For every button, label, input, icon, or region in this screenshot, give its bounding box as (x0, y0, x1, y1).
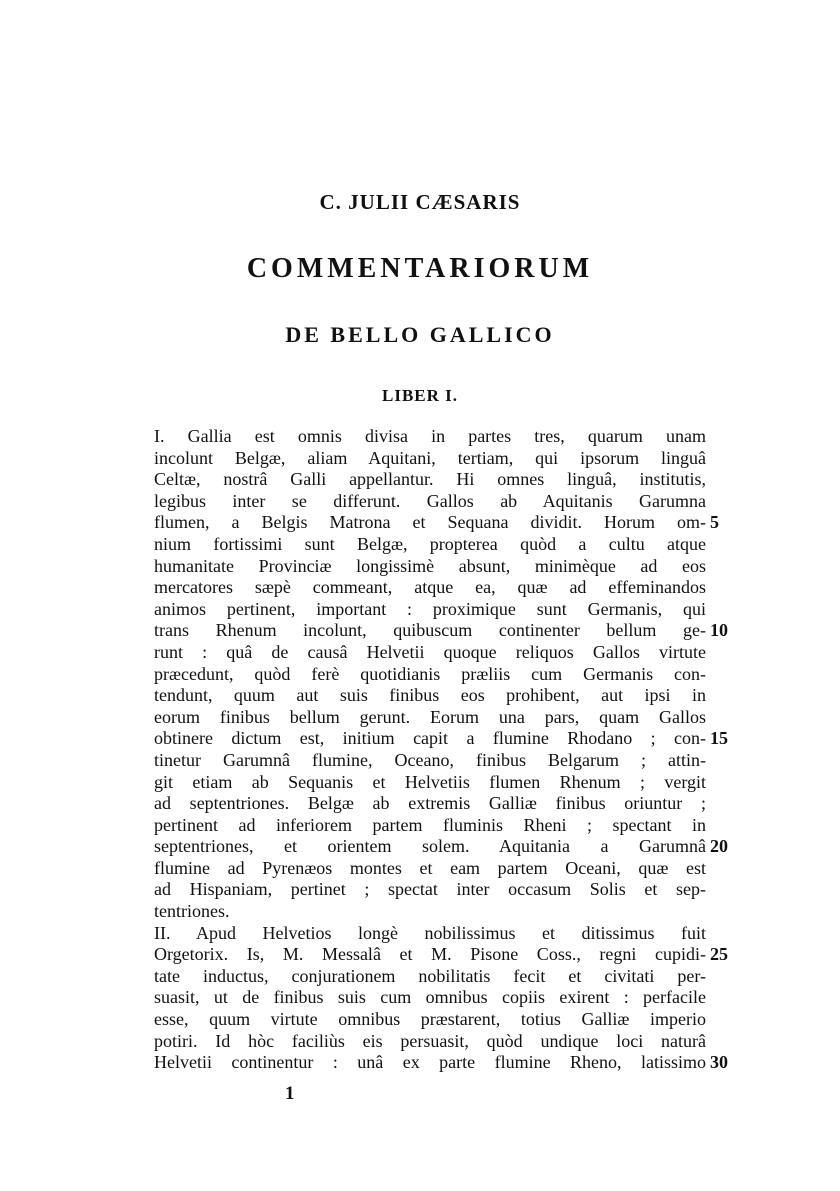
line-number: 5 (710, 512, 719, 533)
text-line: humanitate Provinciæ longissimè absunt, minimèque ad eos (154, 555, 706, 576)
text-line: tinetur Garumnâ flumine, Oceano, finibus Belgarum ; attin- (154, 749, 706, 770)
text-line: trans Rhenum incolunt, quibuscum continenter bellum ge- (154, 620, 706, 641)
page-number: 1 (285, 1083, 295, 1104)
work-title: COMMENTARIORUM (246, 253, 594, 284)
line-number: 10 (710, 620, 728, 641)
work-subtitle: DE BELLO GALLICO (285, 322, 555, 347)
line-number: 15 (710, 728, 728, 749)
text-line: git etiam ab Sequanis et Helvetiis flumen Rhenum ; vergit (154, 771, 706, 792)
text-line: ad Hispaniam, pertinet ; spectat inter occasum Solis et sep- (154, 879, 706, 900)
text-line: esse, quum virtute omnibus præstarent, totius Galliæ imperio (154, 1009, 706, 1030)
text-line: Celtæ, nostrâ Galli appellantur. Hi omnes linguâ, institutis, (154, 469, 706, 490)
text-line: tentriones. (154, 901, 230, 922)
text-line: potiri. Id hòc faciliùs eis persuasit, quòd undique loci naturâ (154, 1030, 706, 1051)
text-line: ad septentriones. Belgæ ab extremis Galliæ finibus oriuntur ; (154, 793, 706, 814)
text-line: tendunt, quum aut suis finibus eos prohibent, aut ipsi in (154, 685, 706, 706)
text-line: animos pertinent, important : proximique sunt Germanis, qui (154, 598, 706, 619)
text-line: flumine ad Pyrenæos montes et eam partem Oceani, quæ est (154, 857, 706, 878)
line-number: 30 (710, 1052, 728, 1073)
text-line: II. Apud Helvetios longè nobilissimus et ditissimus fuit (154, 922, 706, 943)
author-heading: C. JULII CÆSARIS (319, 190, 521, 214)
text-line: tate inductus, conjurationem nobilitatis fecit et civitati per- (154, 965, 706, 986)
text-line: septentriones, et orientem solem. Aquitania a Garumnâ (154, 836, 706, 857)
text-line: flumen, a Belgis Matrona et Sequana dividit. Horum om- (154, 512, 706, 533)
text-line: eorum finibus bellum gerunt. Eorum una pars, quam Gallos (154, 706, 706, 727)
line-number: 20 (710, 836, 728, 857)
text-line: suasit, ut de finibus suis cum omnibus copiis exirent : perfacile (154, 987, 706, 1008)
book-heading: LIBER I. (381, 386, 459, 405)
text-line: pertinent ad inferiorem partem fluminis Rheni ; spectant in (154, 814, 706, 835)
text-line: nium fortissimi sunt Belgæ, propterea quòd a cultu atque (154, 533, 706, 554)
text-line: Helvetii continentur : unâ ex parte flumine Rheno, latissimo (154, 1052, 706, 1073)
text-line: mercatores sæpè commeant, atque ea, quæ ad effeminandos (154, 577, 706, 598)
text-line: præcedunt, quòd ferè quotidianis præliis cum Germanis con- (154, 663, 706, 684)
line-number: 25 (710, 944, 728, 965)
text-line: runt : quâ de causâ Helvetii quoque reliquos Gallos virtute (154, 641, 706, 662)
text-line: legibus inter se differunt. Gallos ab Aquitanis Garumna (154, 490, 706, 511)
body-text (154, 426, 706, 1074)
text-line: obtinere dictum est, initium capit a flumine Rhodano ; con- (154, 728, 706, 749)
text-line: I. Gallia est omnis divisa in partes tres, quarum unam (154, 426, 706, 446)
text-line: Orgetorix. Is, M. Messalâ et M. Pisone Coss., regni cupidi- (154, 944, 706, 965)
text-line: incolunt Belgæ, aliam Aquitani, tertiam, qui ipsorum linguâ (154, 447, 706, 468)
